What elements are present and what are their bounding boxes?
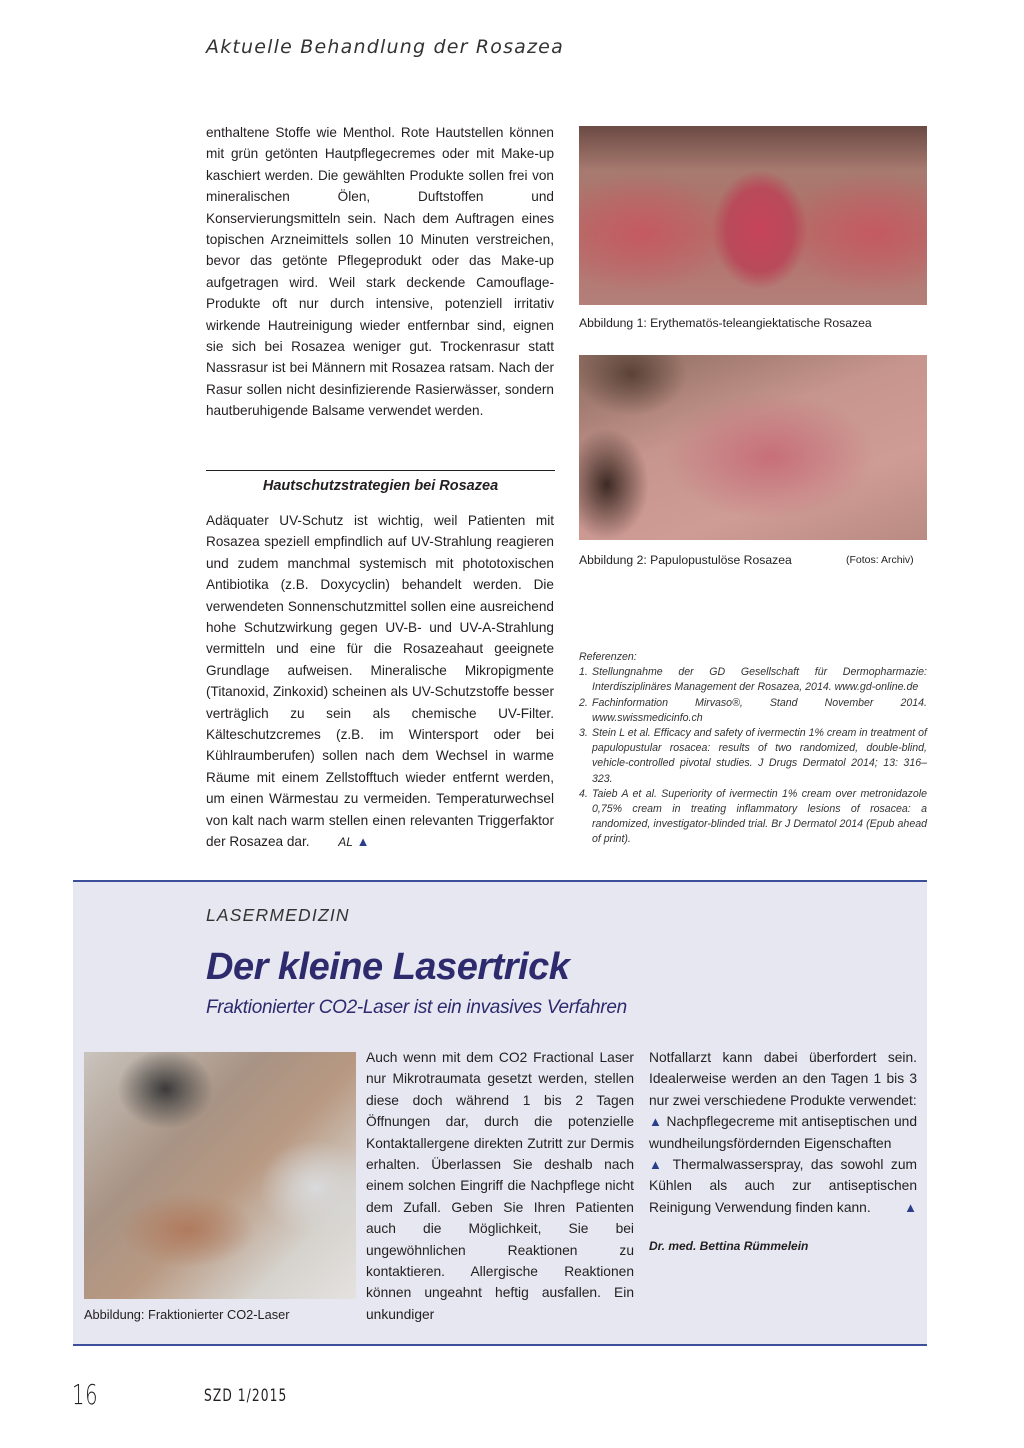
bullet-triangle-icon: ▲ bbox=[649, 1157, 666, 1173]
article-headline: Der kleine Lasertrick bbox=[206, 946, 570, 988]
section-divider bbox=[206, 470, 555, 471]
body-paragraph: enthaltene Stoffe wie Menthol. Rote Hautstellen können mit grün getönten Hautpflegecremes oder mit Make-up kaschiert werden. Die gewählten Produkte sollen frei von mineralischen Ölen, Duftstoffen und Konservierungsmitteln sein. Nach dem Auftragen eines topischen Arzneimittels sollen 10 Minuten verstreichen, bevor das getönte Pflegeprodukt oder das Make-up aufgetragen wird. Weil stark deckende Camouflage-Produkte oft nur durch intensive, potenziell irritativ wirkende Hautreinigung wieder entfernbar sind, eignen sie sich bei Rosazea weniger gut. Trockenrasur statt Nassrasur ist bei Männern mit Rosazea ratsam. Nach der Rasur sollen nicht desinfizierende Rasierwässer, sondern hautberuhigende Balsame verwendet werden. bbox=[206, 125, 554, 419]
reference-text: Stellungnahme der GD Gesellschaft für Dermopharmazie: Interdisziplinäres Management der Rosazea, 2014. www.gd-online.de bbox=[592, 666, 927, 694]
bullet-text: Nachpflegecreme mit antiseptischen und wundheilungsfördernden Eigenschaften bbox=[649, 1114, 917, 1151]
article-body-column-2 bbox=[649, 1047, 917, 1258]
section-kicker: LASERMEDIZIN bbox=[206, 905, 350, 925]
figure-caption: Abbildung 1: Erythematös-teleangiektatische Rosazea bbox=[579, 316, 872, 330]
author-byline: Dr. med. Bettina Rümmelein bbox=[649, 1239, 809, 1254]
figure-caption: Abbildung: Fraktionierter CO2-Laser bbox=[84, 1307, 290, 1322]
article-body-column-2 bbox=[206, 510, 554, 854]
reference-item bbox=[579, 665, 927, 695]
article-body-column bbox=[206, 122, 554, 422]
reference-item bbox=[579, 787, 927, 848]
page-number: 16 bbox=[72, 1378, 99, 1411]
reference-text: Stein L et al. Efficacy and safety of ivermectin 1% cream in treatment of papulopustular rosacea: results of two randomized, double-blind, vehicle-controlled pivotal studies. J Drugs Dermatol 2014; 13: 316–323. bbox=[592, 727, 927, 785]
body-paragraph: Notfallarzt kann dabei überfordert sein. Idealerweise werden an den Tagen 1 bis 3 nur zwei verschiedene Produkte verwendet: bbox=[649, 1050, 917, 1108]
article-subtitle: Fraktionierter CO2-Laser ist ein invasives Verfahren bbox=[206, 997, 627, 1018]
end-mark-triangle-icon: ▲ bbox=[356, 834, 370, 850]
body-paragraph-text: Adäquater UV-Schutz ist wichtig, weil Patienten mit Rosazea speziell empfindlich auf UV-Strahlung reagieren und zudem manchmal systemisch mit phototoxischen Antibiotika (z.B. Doxycyclin) behandelt werden. Die verwendeten Sonnenschutzmittel sollen eine ausreichend hohe Schutzwirkung gegen UV-B- und UV-A-Strahlung vermitteln und eine für die Rosazeahaut geeignete Grundlage aufweisen. Mineralische Mikropigmente (Titanoxid, Zinkoxid) scheinen als UV-Schutzstoffe besser verträglich zu sein als chemische UV-Filter. Kälteschutzcremes (z.B. im Wintersport oder bei Kühlraumberufen) sollen nach dem Wechsel in warme Räume mit einem Zellstofftuch wieder entfernt werden, um einen Wärmestau zu vermeiden. Temperaturwechsel von kalt nach warm stellen einen relevanten Triggerfaktor der Rosazea dar. bbox=[206, 513, 554, 850]
author-signature: AL bbox=[338, 835, 353, 850]
body-paragraph bbox=[206, 510, 554, 854]
figure-co2-laser-treatment-photo bbox=[84, 1052, 356, 1299]
figure-caption: Abbildung 2: Papulopustulöse Rosazea bbox=[579, 553, 792, 567]
bullet-triangle-icon: ▲ bbox=[649, 1114, 663, 1130]
section-subheading: Hautschutzstrategien bei Rosazea bbox=[262, 478, 499, 494]
reference-text: Taieb A et al. Superiority of ivermectin 1% cream over metronidazole 0,75% cream in treating inflammatory lesions of rosacea: a randomized, investigator-blinded trial. Br J Dermatol 2014 (Epub ahead of print). bbox=[592, 787, 927, 846]
references bbox=[579, 650, 927, 848]
references-heading: Referenzen: bbox=[579, 651, 637, 663]
figure-rosacea-papulopustular-photo bbox=[579, 355, 927, 540]
article-body-column bbox=[366, 1047, 634, 1325]
issue-label: SZD 1/2015 bbox=[204, 1386, 288, 1406]
reference-number: 4. bbox=[579, 787, 588, 800]
body-paragraph: Auch wenn mit dem CO2 Fractional Laser nur Mikrotraumata gesetzt werden, stellen diese doch während 1 bis 2 Tagen Öffnungen dar, durch die potenzielle Kontaktallergene direkten Zutritt zur Dermis erhalten. Überlassen Sie deshalb nach einem solchen Eingriff die Nachpflege nicht dem Zufall. Geben Sie Ihren Patienten auch die Möglichkeit, Sie bei ungewöhnlichen Reaktionen zu kontaktieren. Allergische Reaktionen können ungeahnt heftig ausfallen. Ein unkundiger bbox=[366, 1050, 634, 1322]
reference-number: 2. bbox=[579, 696, 588, 709]
figure-rosacea-erythematous-photo bbox=[579, 126, 927, 305]
reference-text: Fachinformation Mirvaso®, Stand November 2014. www.swissmedicinfo.ch bbox=[592, 696, 927, 724]
bullet-item bbox=[649, 1111, 917, 1154]
bullet-text: Thermalwasserspray, das sowohl zum Kühlen als auch zur antiseptischen Reinigung Verwendung finden kann. bbox=[649, 1157, 917, 1215]
running-head: Aktuelle Behandlung der Rosazea bbox=[206, 36, 564, 58]
reference-number: 1. bbox=[579, 666, 588, 679]
photo-credit: (Fotos: Archiv) bbox=[846, 554, 914, 566]
reference-item bbox=[579, 696, 927, 726]
bullet-item bbox=[649, 1154, 917, 1218]
reference-number: 3. bbox=[579, 727, 588, 740]
reference-item bbox=[579, 726, 927, 787]
end-mark-triangle-icon: ▲ bbox=[904, 1199, 917, 1215]
